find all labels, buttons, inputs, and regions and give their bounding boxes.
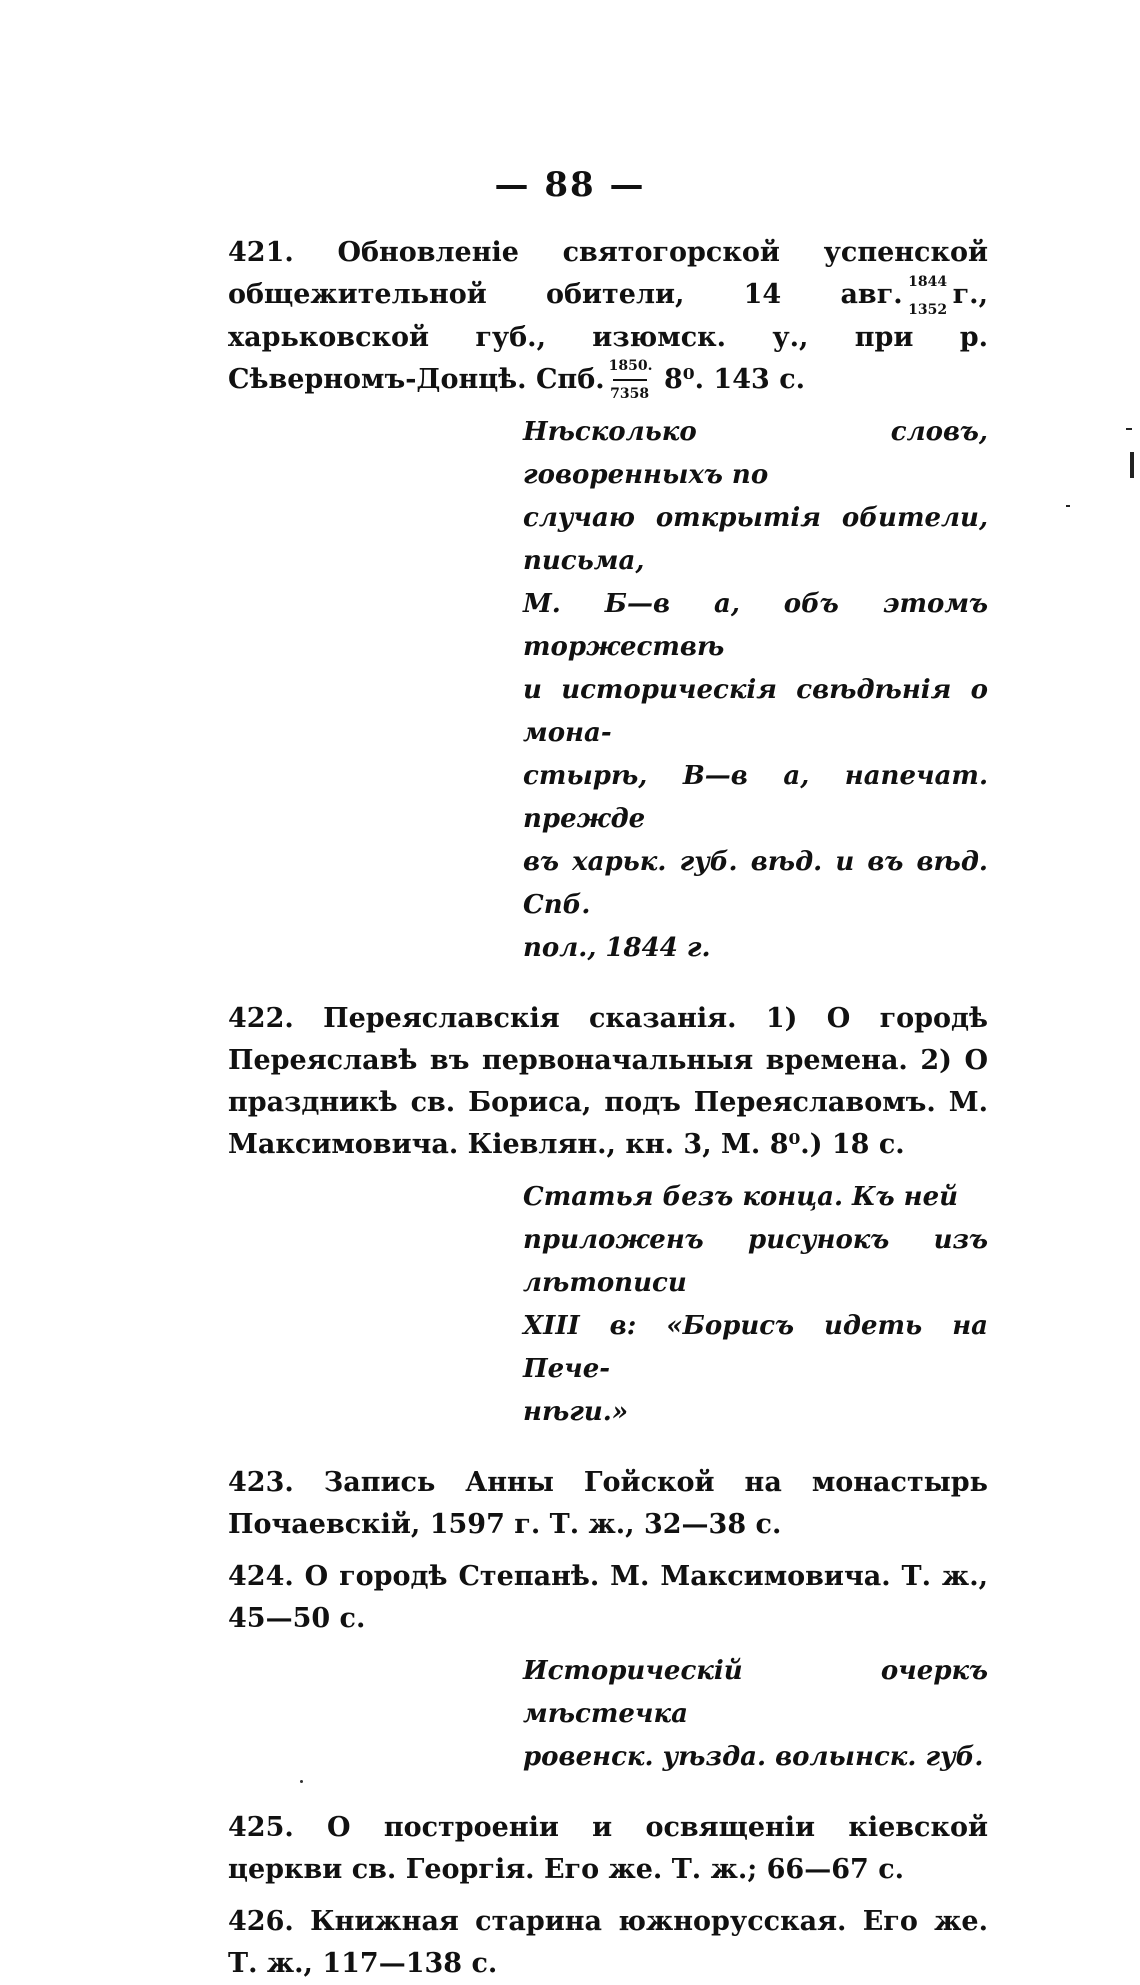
annotation-line: приложенъ рисунокъ изъ лѣтописи xyxy=(523,1225,988,1298)
entry-422: 422. Переяславскія сказанія. 1) О городѣ Переяславѣ въ первоначальныя времена. 2) О праздникѣ св. Бориса, подъ Переяславомъ. М. Максимовича. Кіевлян., кн. 3, М. 8⁰.) 18 с. xyxy=(228,1003,988,1160)
entry-422-annotation xyxy=(523,1176,988,1434)
entry-426: 426. Книжная старина южнорусская. Его же. Т. ж., 117—138 с. xyxy=(228,1906,988,1979)
annotation-line: стырѣ, В—в а, напечат. прежде xyxy=(523,761,988,834)
entry-421-pre: 421. Обновленіе святогорской успенской общежительной обители, 14 авг. xyxy=(228,237,988,310)
catalog-fraction xyxy=(609,359,651,401)
annotation-line: XIII в: «Борисъ идеть на Пече- xyxy=(523,1311,988,1384)
margin-mark xyxy=(1066,505,1070,507)
margin-mark xyxy=(1130,452,1134,478)
annotation-line: Статья безъ конца. Къ ней xyxy=(523,1182,959,1212)
margin-mark xyxy=(1126,428,1132,430)
entry-421-post: 8⁰. 143 с. xyxy=(664,363,806,395)
annotation-line: ровенск. уѣзда. волынск. губ. xyxy=(523,1742,984,1772)
entry-424: 424. О городѣ Степанѣ. М. Максимовича. Т. ж., 45—50 с. xyxy=(228,1561,988,1634)
annotation-line: случаю открытія обители, письма, xyxy=(523,503,988,576)
annotation-line: Нѣсколько словъ, говоренныхъ по xyxy=(523,417,988,490)
entry-424-annotation xyxy=(523,1650,988,1779)
annotation-line: и историческія свѣдѣнія о мона- xyxy=(523,675,988,748)
annotation-line: въ харьк. губ. вѣд. и въ вѣд. Спб. xyxy=(523,847,988,920)
ink-speck xyxy=(300,1780,303,1783)
annotation-line: нѣги.» xyxy=(523,1397,629,1427)
entry-423: 423. Запись Анны Гойской на монастырь Почаевскій, 1597 г. Т. ж., 32—38 с. xyxy=(228,1467,988,1540)
entry-421-annotation xyxy=(523,411,988,970)
page-body xyxy=(228,232,988,1985)
entry-421 xyxy=(228,232,988,401)
page-number: — 88 — xyxy=(494,165,646,205)
annotation-line: М. Б—в а, объ этомъ торжествѣ xyxy=(523,589,988,662)
date-fraction-numerator: 1844 xyxy=(908,273,948,290)
annotation-line: пол., 1844 г. xyxy=(523,933,711,963)
date-fraction-denominator: 1352 xyxy=(908,301,948,318)
annotation-line: Историческій очеркъ мѣстечка xyxy=(523,1656,988,1729)
entry-425: 425. О построеніи и освященіи кіевской церкви св. Георгія. Его же. Т. ж.; 66—67 с. xyxy=(228,1812,988,1885)
entry-421-mid: г., харьковской губ., изюмск. у., при р. Сѣверномъ-Донцѣ. Спб. xyxy=(228,279,988,395)
date-fraction xyxy=(907,275,949,317)
catalog-fraction-denominator: 7358 xyxy=(610,386,650,402)
catalog-fraction-numerator: 1850. xyxy=(608,358,653,374)
